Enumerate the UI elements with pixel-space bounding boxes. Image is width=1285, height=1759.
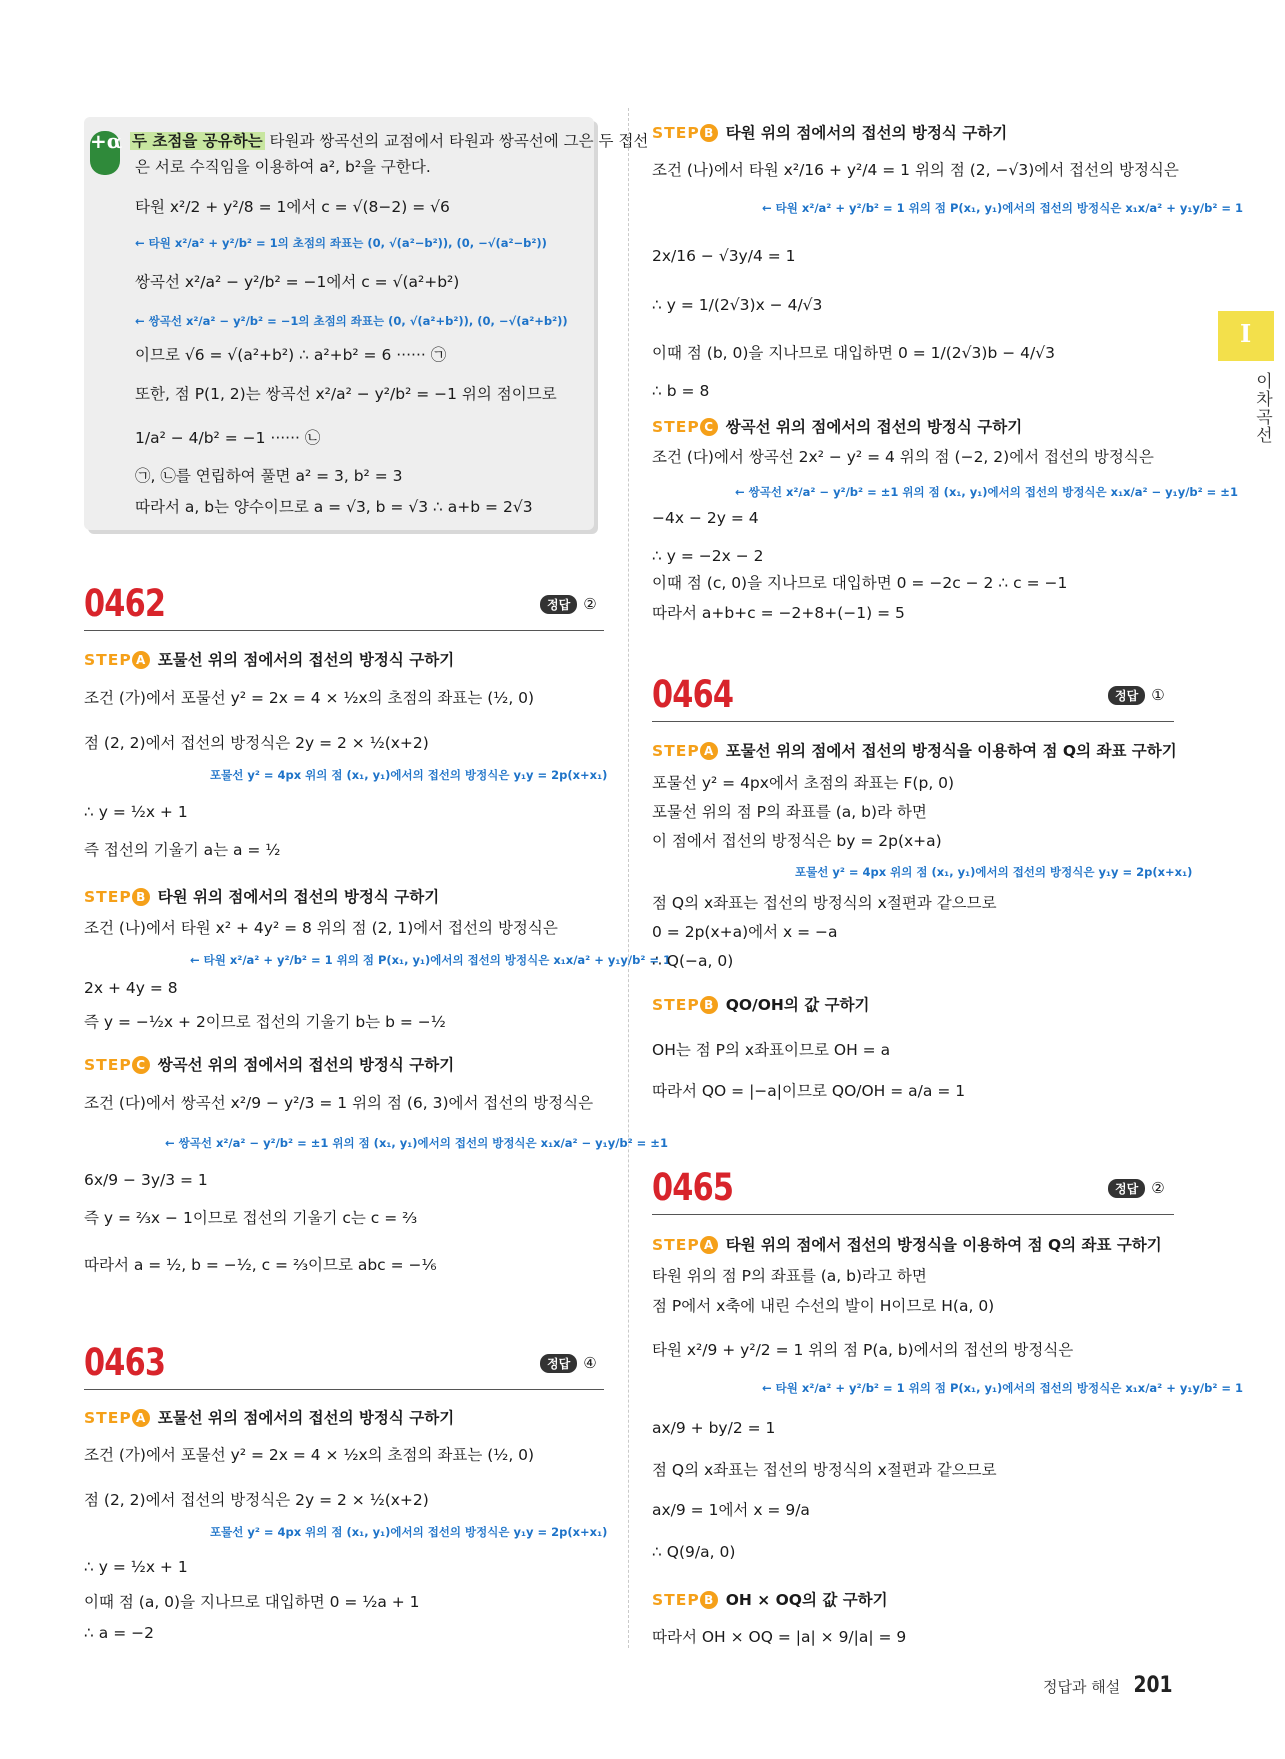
tip-intro: 두 초점을 공유하는 타원과 쌍곡선의 교점에서 타원과 쌍곡선에 그은 두 접선	[132, 132, 649, 150]
line: ∴ y = 1/(2√3)x − 4/√3	[652, 296, 823, 314]
line: 따라서 a+b+c = −2+8+(−1) = 5	[652, 604, 905, 622]
line: 따라서 QO = |−a|이므로 QO/OH = a/a = 1	[652, 1082, 966, 1100]
line: 이때 점 (b, 0)을 지나므로 대입하면 0 = 1/(2√3)b − 4/√3	[652, 344, 1055, 362]
line: 조건 (다)에서 쌍곡선 2x² − y² = 4 위의 점 (−2, 2)에서 접선의 방정식은	[652, 448, 1154, 466]
line: 타원 x²/9 + y²/2 = 1 위의 점 P(a, b)에서의 접선의 방정식은	[652, 1341, 1074, 1359]
answer-0464: 정답 ①	[1108, 686, 1165, 705]
chapter-tab: I	[1218, 311, 1274, 361]
line: 점 (2, 2)에서 접선의 방정식은 2y = 2 × ½(x+2)	[84, 734, 429, 752]
line: ax/9 = 1에서 x = 9/a	[652, 1501, 810, 1519]
question-rule	[652, 1214, 1174, 1215]
step-b-0464: STEP B QO/OH의 값 구하기	[652, 996, 870, 1014]
step-b-0463: STEP B 타원 위의 점에서의 접선의 방정식 구하기	[652, 124, 1008, 142]
step-a-0465: STEP A 타원 위의 점에서 접선의 방정식을 이용하여 점 Q의 좌표 구하기	[652, 1236, 1162, 1254]
column-divider	[628, 108, 629, 1648]
line: 6x/9 − 3y/3 = 1	[84, 1171, 208, 1189]
line: 이 점에서 접선의 방정식은 by = 2p(x+a)	[652, 832, 942, 850]
line: 조건 (가)에서 포물선 y² = 2x = 4 × ½x의 초점의 좌표는 (½, 0)	[84, 1446, 535, 1464]
step-c-0462: STEP C 쌍곡선 위의 점에서의 접선의 방정식 구하기	[84, 1056, 455, 1074]
note: ← 타원 x²/a² + y²/b² = 1 위의 점 P(x₁, y₁)에서의 접선의 방정식은 x₁x/a² + y₁y/b² = 1	[762, 201, 1243, 215]
line: 타원 위의 점 P의 좌표를 (a, b)라고 하면	[652, 1267, 927, 1285]
line: 0 = 2p(x+a)에서 x = −a	[652, 923, 838, 941]
line: 점 Q의 x좌표는 접선의 방정식의 x절편과 같으므로	[652, 1461, 997, 1479]
line: 이때 점 (a, 0)을 지나므로 대입하면 0 = ½a + 1	[84, 1593, 420, 1611]
chapter-title: 이차곡선	[1252, 372, 1272, 444]
tip-line-5: 1/a² − 4/b² = −1 ······ ㉡	[135, 429, 321, 447]
line: 2x/16 − √3y/4 = 1	[652, 247, 796, 265]
tip-line-2: 쌍곡선 x²/a² − y²/b² = −1에서 c = √(a²+b²)	[135, 273, 460, 291]
tip-line-1: 타원 x²/2 + y²/8 = 1에서 c = √(8−2) = √6	[135, 198, 450, 216]
tip-line-4: 또한, 점 P(1, 2)는 쌍곡선 x²/a² − y²/b² = −1 위의 점이므로	[135, 385, 557, 403]
question-number-0464: 0464	[652, 673, 734, 716]
line: ∴ y = ½x + 1	[84, 1558, 188, 1576]
answer-0463: 정답 ④	[540, 1354, 597, 1373]
plus-alpha-icon: +α	[90, 131, 120, 175]
answer-0465: 정답 ②	[1108, 1179, 1165, 1198]
question-rule	[652, 721, 1174, 722]
line: 즉 접선의 기울기 a는 a = ½	[84, 841, 281, 859]
tip-note-2: ← 쌍곡선 x²/a² − y²/b² = −1의 초점의 좌표는 (0, √(a²+b²)), (0, −√(a²+b²))	[135, 314, 568, 328]
step-a-0463: STEP A 포물선 위의 점에서의 접선의 방정식 구하기	[84, 1409, 455, 1427]
step-b-0462: STEP B 타원 위의 점에서의 접선의 방정식 구하기	[84, 888, 440, 906]
line: ax/9 + by/2 = 1	[652, 1419, 776, 1437]
line: 조건 (가)에서 포물선 y² = 2x = 4 × ½x의 초점의 좌표는 (½, 0)	[84, 689, 535, 707]
line: 2x + 4y = 8	[84, 979, 178, 997]
line: 점 P에서 x축에 내린 수선의 발이 H이므로 H(a, 0)	[652, 1297, 995, 1315]
step-a-0464: STEP A 포물선 위의 점에서 접선의 방정식을 이용하여 점 Q의 좌표 구하기	[652, 742, 1177, 760]
line: 이때 점 (c, 0)을 지나므로 대입하면 0 = −2c − 2 ∴ c = −1	[652, 574, 1068, 592]
line: 조건 (나)에서 타원 x²/16 + y²/4 = 1 위의 점 (2, −√3)에서 접선의 방정식은	[652, 161, 1179, 179]
line: 조건 (나)에서 타원 x² + 4y² = 8 위의 점 (2, 1)에서 접선의 방정식은	[84, 919, 558, 937]
page-footer: 정답과 해설 201	[1043, 1673, 1173, 1698]
line: 점 Q의 x좌표는 접선의 방정식의 x절편과 같으므로	[652, 894, 997, 912]
line: ∴ y = −2x − 2	[652, 547, 764, 565]
line: 점 (2, 2)에서 접선의 방정식은 2y = 2 × ½(x+2)	[84, 1491, 429, 1509]
question-number-0465: 0465	[652, 1166, 734, 1209]
note: 포물선 y² = 4px 위의 점 (x₁, y₁)에서의 접선의 방정식은 y₁y = 2p(x+x₁)	[795, 865, 1193, 879]
line: 따라서 a = ½, b = −½, c = ⅔이므로 abc = −⅙	[84, 1256, 437, 1274]
note: ← 타원 x²/a² + y²/b² = 1 위의 점 P(x₁, y₁)에서의 접선의 방정식은 x₁x/a² + y₁y/b² = 1	[190, 953, 671, 967]
line: 포물선 위의 점 P의 좌표를 (a, b)라 하면	[652, 803, 927, 821]
tip-line-3: 이므로 √6 = √(a²+b²) ∴ a²+b² = 6 ······ ㉠	[135, 346, 447, 364]
line: 조건 (다)에서 쌍곡선 x²/9 − y²/3 = 1 위의 점 (6, 3)에서 접선의 방정식은	[84, 1094, 594, 1112]
question-rule	[84, 1389, 604, 1390]
answer-0462: 정답 ②	[540, 595, 597, 614]
line: ∴ Q(9/a, 0)	[652, 1543, 736, 1561]
line: ∴ b = 8	[652, 382, 710, 400]
tip-note-1: ← 타원 x²/a² + y²/b² = 1의 초점의 좌표는 (0, √(a²−b²)), (0, −√(a²−b²))	[135, 236, 547, 250]
question-rule	[84, 630, 604, 631]
line: −4x − 2y = 4	[652, 509, 759, 527]
tip-line-6: ㉠, ㉡를 연립하여 풀면 a² = 3, b² = 3	[135, 467, 403, 485]
step-b-0465: STEP B OH × OQ의 값 구하기	[652, 1591, 888, 1609]
line: ∴ y = ½x + 1	[84, 803, 188, 821]
note: ← 타원 x²/a² + y²/b² = 1 위의 점 P(x₁, y₁)에서의 접선의 방정식은 x₁x/a² + y₁y/b² = 1	[762, 1381, 1243, 1395]
page-number: 201	[1133, 1673, 1173, 1698]
tip-line-7: 따라서 a, b는 양수이므로 a = √3, b = √3 ∴ a+b = 2√3	[135, 498, 533, 516]
step-c-0463: STEP C 쌍곡선 위의 점에서의 접선의 방정식 구하기	[652, 418, 1023, 436]
line: 포물선 y² = 4px에서 초점의 좌표는 F(p, 0)	[652, 774, 955, 792]
note: 포물선 y² = 4px 위의 점 (x₁, y₁)에서의 접선의 방정식은 y₁y = 2p(x+x₁)	[210, 1525, 608, 1539]
line: 즉 y = −½x + 2이므로 접선의 기울기 b는 b = −½	[84, 1013, 446, 1031]
line: 따라서 OH × OQ = |a| × 9/|a| = 9	[652, 1628, 907, 1646]
note: ← 쌍곡선 x²/a² − y²/b² = ±1 위의 점 (x₁, y₁)에서의 접선의 방정식은 x₁x/a² − y₁y/b² = ±1	[165, 1136, 668, 1150]
note: ← 쌍곡선 x²/a² − y²/b² = ±1 위의 점 (x₁, y₁)에서의 접선의 방정식은 x₁x/a² − y₁y/b² = ±1	[735, 485, 1238, 499]
line: ∴ Q(−a, 0)	[652, 952, 734, 970]
question-number-0463: 0463	[84, 1341, 166, 1384]
step-a-0462: STEP A 포물선 위의 점에서의 접선의 방정식 구하기	[84, 651, 455, 669]
line: OH는 점 P의 x좌표이므로 OH = a	[652, 1041, 891, 1059]
tip-intro-line2: 은 서로 수직임을 이용하여 a², b²을 구한다.	[135, 158, 431, 176]
question-number-0462: 0462	[84, 582, 166, 625]
line: 즉 y = ⅔x − 1이므로 접선의 기울기 c는 c = ⅔	[84, 1209, 418, 1227]
note: 포물선 y² = 4px 위의 점 (x₁, y₁)에서의 접선의 방정식은 y₁y = 2p(x+x₁)	[210, 768, 608, 782]
line: ∴ a = −2	[84, 1624, 154, 1642]
